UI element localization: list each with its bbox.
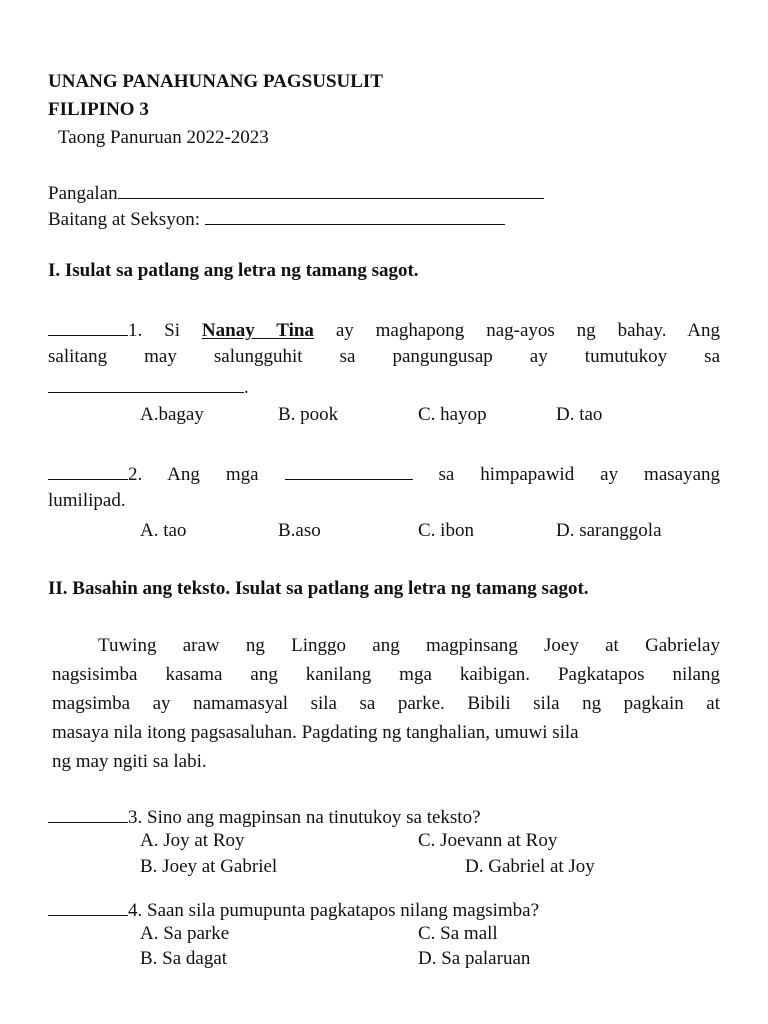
q1-option-d: D. tao (556, 404, 603, 425)
passage-line-5: ng may ngiti sa labi. (52, 751, 207, 772)
q1-line1 (48, 317, 720, 343)
q4-option-a: A. Sa parke (140, 923, 230, 944)
q4-option-d: D. Sa palaruan (418, 948, 531, 969)
name-field-row (48, 180, 544, 206)
q3-option-a: A. Joy at Roy (140, 830, 245, 851)
q3-option-d: D. Gabriel at Joy (465, 856, 595, 877)
q4-option-c: C. Sa mall (418, 923, 498, 944)
q2-line2: lumilipad. (48, 490, 126, 511)
q2-number: 2. Ang mga (128, 464, 259, 485)
q2-option-b: B.aso (278, 520, 321, 541)
q3-line (48, 804, 481, 830)
q4-line (48, 897, 539, 923)
q2-answer-blank[interactable] (48, 461, 128, 480)
q1-option-c: C. hayop (418, 404, 487, 425)
q1-option-a: A.bagay (140, 404, 204, 425)
q3-option-b: B. Joey at Gabriel (140, 856, 278, 877)
subject-title: FILIPINO 3 (48, 99, 149, 120)
name-blank[interactable] (118, 180, 544, 199)
q3-option-c: C. Joevann at Roy (418, 830, 558, 851)
section-blank[interactable] (205, 206, 505, 225)
part1-instruction: I. Isulat sa patlang ang letra ng tamang sagot. (48, 260, 419, 281)
q1-text-line1: ay maghapong nag-ayos ng bahay. Ang (335, 320, 721, 341)
q4-text: 4. Saan sila pumupunta pagkatapos nilang magsimba? (128, 900, 540, 921)
school-year: Taong Panuruan 2022-2023 (58, 127, 269, 148)
q1-period: . (244, 377, 249, 398)
q1-line3 (48, 374, 249, 400)
q1-number: 1. Si (128, 320, 180, 341)
q4-answer-blank[interactable] (48, 897, 128, 916)
q1-option-b: B. pook (278, 404, 339, 425)
q1-answer-blank[interactable] (48, 317, 128, 336)
passage-line-1: Tuwing araw ng Linggo ang magpinsang Joey at Gabrielay (98, 635, 720, 656)
q2-line1 (48, 461, 720, 487)
q2-option-d: D. saranggola (556, 520, 662, 541)
q2-option-a: A. tao (140, 520, 187, 541)
section-field-row (48, 206, 505, 232)
q3-text: 3. Sino ang magpinsan na tinutukoy sa teksto? (128, 807, 481, 828)
part2-instruction: II. Basahin ang teksto. Isulat sa patlang ang letra ng tamang sagot. (48, 578, 589, 599)
passage-line-2: nagsisimba kasama ang kanilang mga kaibigan. Pagkatapos nilang (52, 664, 720, 685)
q3-answer-blank[interactable] (48, 804, 128, 823)
name-label: Pangalan (48, 183, 118, 204)
exam-title: UNANG PANAHUNANG PAGSUSULIT (48, 71, 383, 92)
q1-inline-blank[interactable] (48, 374, 244, 393)
passage-line-3: magsimba ay namamasyal sila sa parke. Bibili sila ng pagkain at (52, 693, 720, 714)
section-label: Baitang at Seksyon: (48, 209, 200, 230)
passage-line-4: masaya nila itong pagsasaluhan. Pagdating ng tanghalian, umuwi sila (52, 722, 579, 743)
q1-line2: salitang may salungguhit sa pangungusap ay tumutukoy sa (48, 346, 720, 367)
q4-option-b: B. Sa dagat (140, 948, 228, 969)
q2-inline-blank[interactable] (285, 461, 413, 480)
q1-underlined-word: Nanay Tina (201, 320, 314, 341)
q2-text-line1: sa himpapawid ay masayang (438, 464, 721, 485)
q2-option-c: C. ibon (418, 520, 474, 541)
